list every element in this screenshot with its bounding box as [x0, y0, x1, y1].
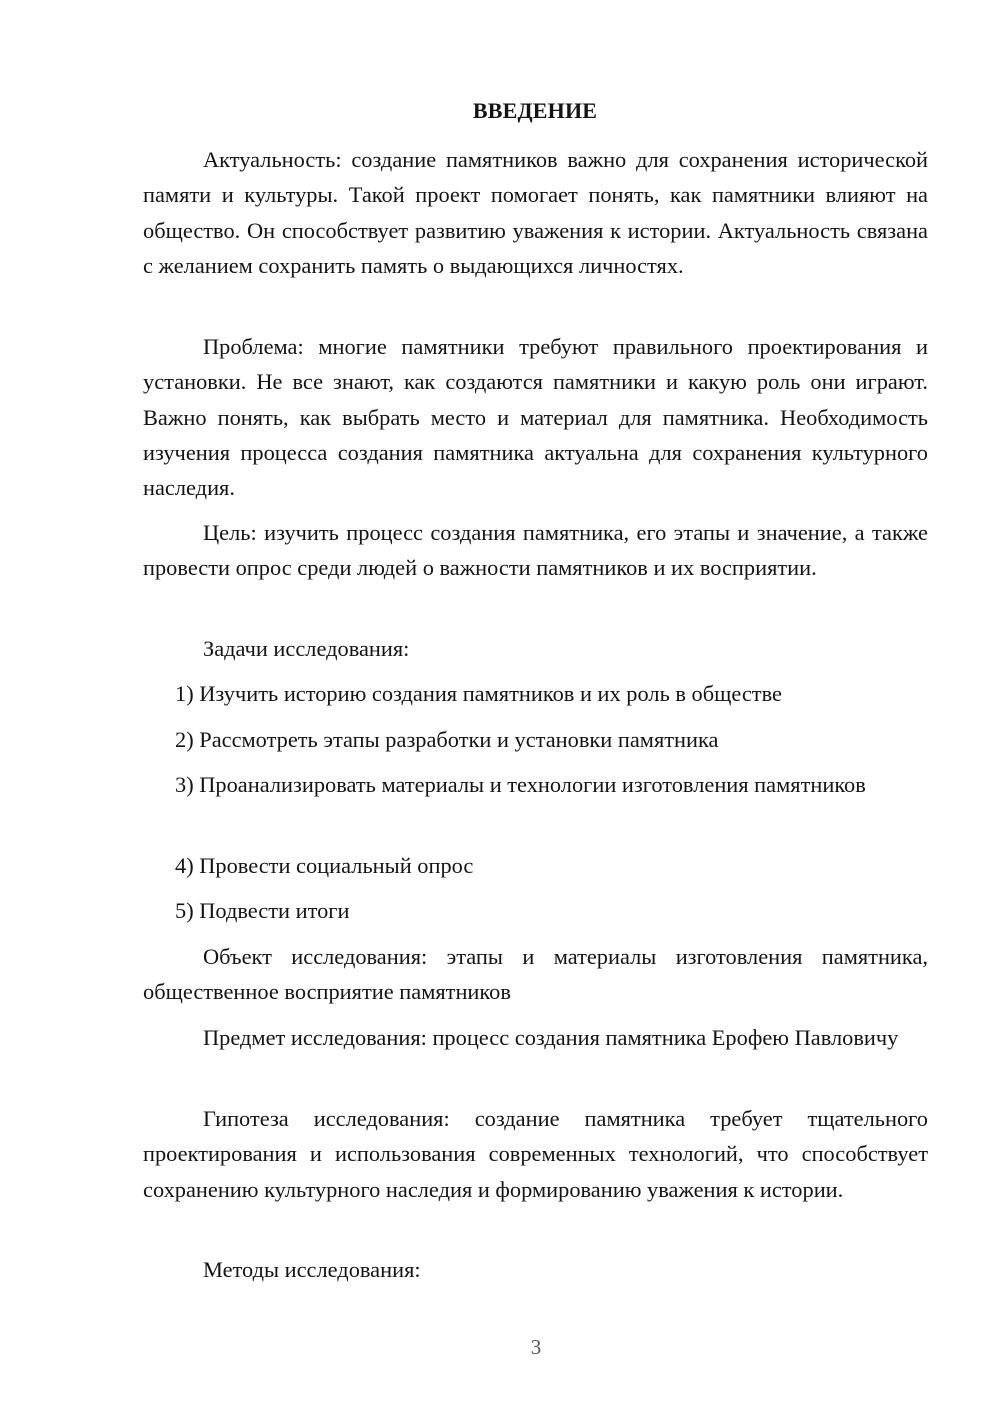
- problem-paragraph: Проблема: многие памятники требуют правильного проектирования и установки. Не все знают, как создаются памятники и какую роль они играют. Важно понять, как выбрать место и материал для памятника. Необходимость изучения процесса создания памятника актуальна для сохранения культурного наследия.: [143, 334, 928, 501]
- task-item-1: 1) Изучить историю создания памятников и их роль в обществе: [175, 681, 782, 706]
- object-paragraph: Объект исследования: этапы и материалы изготовления памятника, общественное восприятие памятников: [143, 944, 928, 1005]
- goal-paragraph: Цель: изучить процесс создания памятника, его этапы и значение, а также провести опрос среди людей о важности памятников и их восприятии.: [143, 520, 928, 581]
- subject-paragraph: Предмет исследования: процесс создания памятника Ерофею Павловичу: [203, 1025, 899, 1050]
- task-item-3: 3) Проанализировать материалы и технологии изготовления памятников: [175, 772, 866, 797]
- tasks-heading: Задачи исследования:: [203, 636, 410, 661]
- relevance-paragraph: Актуальность: создание памятников важно для сохранения исторической памяти и культуры. Такой проект помогает понять, как памятники влияют на общество. Он способствует развитию уважения к истории. Актуальность связана с желанием сохранить память о выдающихся личностях.: [143, 147, 928, 278]
- task-item-2: 2) Рассмотреть этапы разработки и установки памятника: [175, 727, 719, 752]
- section-title: ВВЕДЕНИЕ: [472, 98, 598, 123]
- task-item-5: 5) Подвести итоги: [175, 898, 350, 923]
- hypothesis-paragraph: Гипотеза исследования: создание памятника требует тщательного проектирования и использования современных технологий, что способствует сохранению культурного наследия и формированию уважения к истории.: [143, 1106, 928, 1202]
- task-item-4: 4) Провести социальный опрос: [175, 853, 474, 878]
- page-number: 3: [530, 1335, 542, 1359]
- methods-heading: Методы исследования:: [203, 1257, 421, 1282]
